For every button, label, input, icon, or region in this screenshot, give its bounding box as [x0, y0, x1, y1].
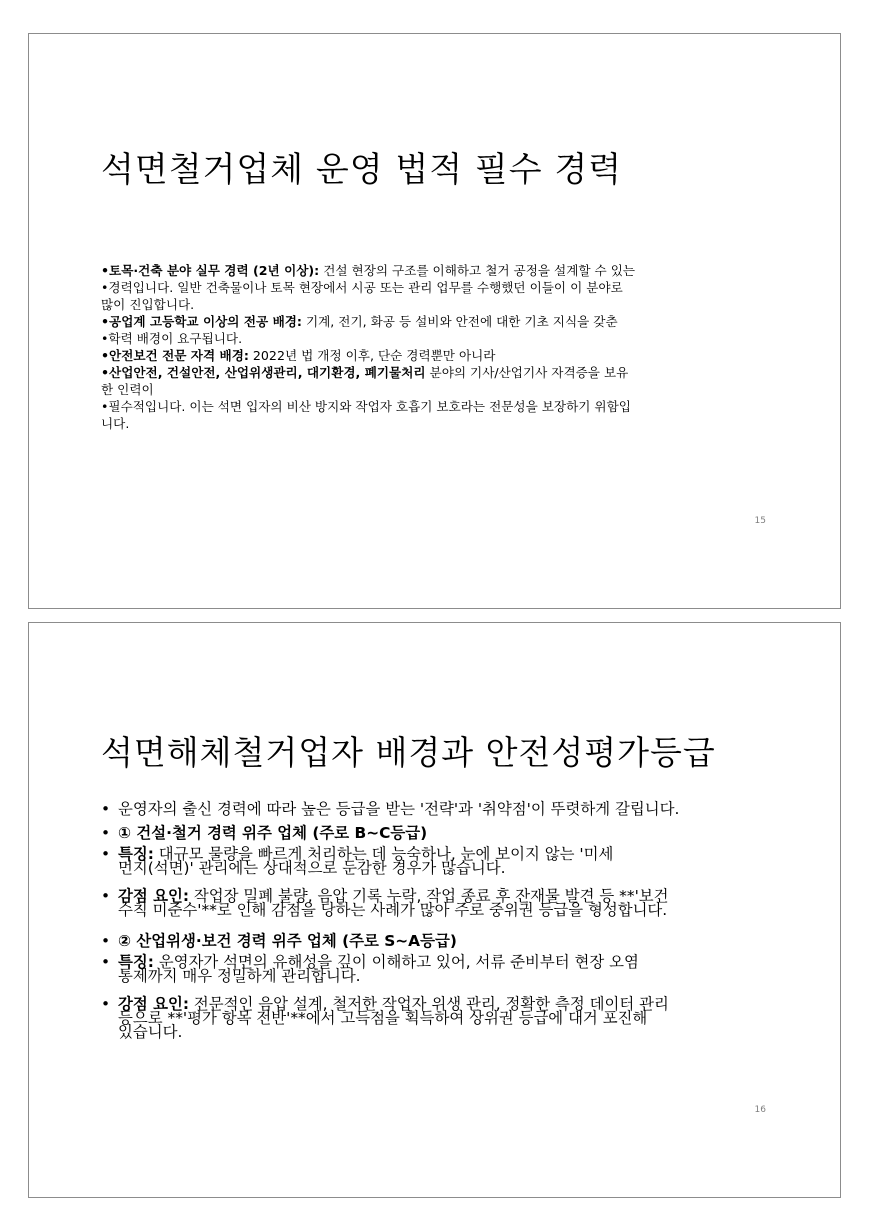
- body-line: •경력입니다. 일반 건축물이나 토목 현장에서 시공 또는 관리 업무를 수행했던 이들이 이 분야로: [101, 280, 623, 295]
- bullet-dot-icon: •: [101, 932, 111, 950]
- bullet-dot-icon: •: [101, 800, 111, 818]
- body-line: 한 인력이: [101, 382, 154, 397]
- body-line: 니다.: [101, 416, 130, 431]
- bullet-item: • ① 건설·철거 경력 위주 업체 (주로 B~C등급): [101, 824, 428, 842]
- bullet-item: • ② 산업위생·보건 경력 위주 업체 (주로 S~A등급): [101, 932, 457, 950]
- slide-15-title: 석면철거업체 운영 법적 필수 경력: [101, 150, 623, 190]
- body-line: •학력 배경이 요구됩니다.: [101, 331, 243, 346]
- page-number: 15: [754, 516, 766, 526]
- body-line: •필수적입니다. 이는 석면 입자의 비산 방지와 작업자 호흡기 보호라는 전문성을 보장하기 위함입: [101, 399, 631, 414]
- body-line: 많이 진입합니다.: [101, 297, 195, 312]
- slide-16-body: [101, 799, 771, 1053]
- bullet-item: • 감점 요인: 작업장 밀폐 불량, 음압 기록 누락, 작업 종료 후 잔재물 발견 등 **'보건 수칙 미준수'**로 인해 감점을 당하는 사례가 많아 주로 중위권 등급을 형성합니다.: [101, 887, 669, 919]
- bullet-dot-icon: •: [101, 995, 111, 1013]
- bullet-item: • 특징: 대규모 물량을 빠르게 처리하는 데 능숙하나, 눈에 보이지 않는 '미세 먼지(석면)' 관리에는 상대적으로 둔감한 경우가 많습니다.: [101, 845, 614, 877]
- body-line: •안전보건 전문 자격 배경: 2022년 법 개정 이후, 단순 경력뿐만 아니라: [101, 348, 496, 363]
- body-line: •산업안전, 건설안전, 산업위생관리, 대기환경, 폐기물처리 분야의 기사/산업기사 자격증을 보유: [101, 365, 629, 380]
- body-line: •공업계 고등학교 이상의 전공 배경: 기계, 전기, 화공 등 설비와 안전에 대한 기초 지식을 갖춘: [101, 314, 618, 329]
- slide-15: [28, 33, 841, 609]
- bullet-dot-icon: •: [101, 824, 111, 842]
- bullet-dot-icon: •: [101, 953, 111, 971]
- slide-15-body: [101, 262, 741, 432]
- bullet-item: • 강점 요인: 전문적인 음압 설계, 철저한 작업자 위생 관리, 정확한 측정 데이터 관리 등으로 **'평가 항목 전반'**에서 고득점을 획득하여 상위권 등급에 대거 포진해 있습니다.: [101, 995, 669, 1041]
- bullet-dot-icon: •: [101, 887, 111, 905]
- body-line: •토목·건축 분야 실무 경력 (2년 이상): 건설 현장의 구조를 이해하고 철거 공정을 설계할 수 있는: [101, 263, 636, 278]
- bullet-item: • 특징: 운영자가 석면의 유해성을 깊이 이해하고 있어, 서류 준비부터 현장 오염 통제까지 매우 정밀하게 관리합니다.: [101, 953, 639, 985]
- slide-16-title: 석면해체철거업자 배경과 안전성평가등급: [101, 733, 716, 772]
- bullet-item: • 운영자의 출신 경력에 따라 높은 등급을 받는 '전략'과 '취약점'이 뚜렷하게 갈립니다.: [101, 800, 680, 818]
- bullet-dot-icon: •: [101, 845, 111, 863]
- slide-16: [28, 622, 841, 1198]
- page-number: 16: [754, 1105, 766, 1115]
